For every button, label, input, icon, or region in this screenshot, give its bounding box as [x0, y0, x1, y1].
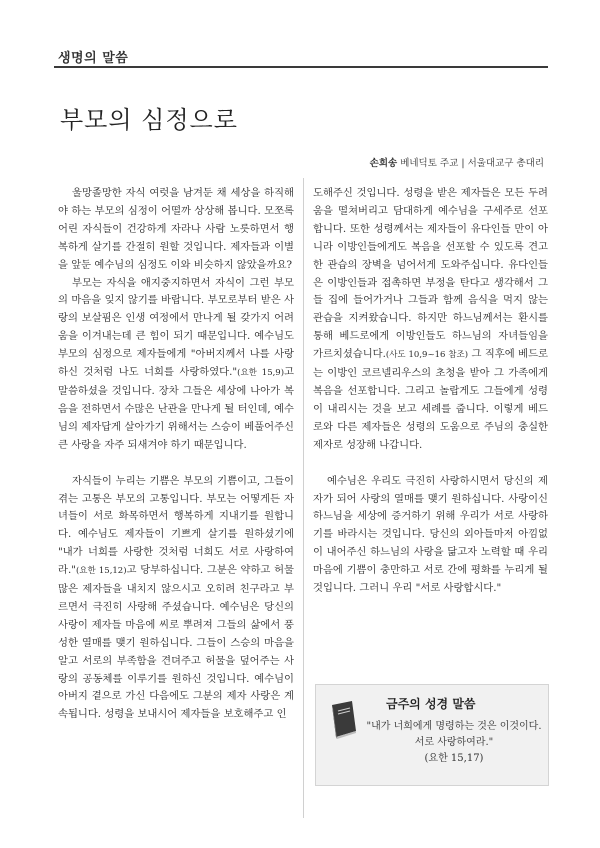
author-role: 베네딕토 주교: [400, 158, 459, 169]
bible-book-icon: [328, 699, 358, 739]
page-title: 부모의 심정으로: [60, 106, 238, 134]
author-name: 손희송: [369, 158, 398, 169]
paragraph: 예수님은 우리도 극진히 사랑하시면서 당신의 제자가 되어 사랑의 열매를 맺기 원하십니다. 사랑이신 하느님을 세상에 증거하기 위해 우리가 서로 사랑하기를 바라시는 것입니다. 당신의 외아들마저 아낌없이 내어주신 하느님의 사랑을 닮고자 노력할 때 우리 마음에 기쁨이 충만하고 서로 간에 평화를 누리게 될 것입니다. 그러니 우리 "서로 사랑합시다.": [313, 474, 548, 595]
bible-reference: (사도 10,9~16 참조): [385, 350, 469, 361]
paragraph: 부모는 자식을 애지중지하면서 자식이 그런 부모의 마음을 잊지 않기를 바랍니다. 부모로부터 받은 사랑의 보살핌은 인생 여정에서 만나게 될 갖가지 어려움을 이겨내는데 큰 힘이 되기 때문입니다. 예수님도 부모의 심정으로 제자들에게 "아버지께서 나를 사랑하신 것처럼 나도 너희를 사랑하였다."(요한 15,9)고 말씀하셨을 것입니다. 장차 그들은 세상에 나아가 복음을 전하면서 수많은 난관을 만나게 될 터인데, 예수님의 제자답게 살아가기 위해서는 스승이 베풀어주신 큰 사랑을 자주 되새겨야 하기 때문입니다.: [58, 276, 294, 451]
verse-reference: (요한 15,17): [424, 753, 484, 764]
bible-reference: (요한 15,9): [237, 368, 285, 379]
article-right-column: [313, 185, 548, 598]
article-left-column: [58, 185, 294, 724]
byline: [370, 155, 544, 169]
byline-separator: |: [461, 158, 465, 169]
paragraph: 도해주신 것입니다. 성령을 받은 제자들은 모든 두려움을 떨쳐버리고 담대하게 예수님을 구세주로 선포합니다. 또한 성령께서는 제자들이 유다인들 만이 아니라 이방인들에게도 복음을 선포할 수 있도록 견고한 관습의 장벽을 넘어서게 도와주십니다. 유다인들은 이방인들과 접촉하면 부정을 탄다고 생각해서 그들 집에 들어가거나 그들과 함께 음식을 먹지 않는 관습을 지켜왔습니다. 하지만 하느님께서는 환시를 통해 베드로에게 이방인들도 하느님의 자녀들임을 가르치셨습니다.(사도 10,9~16 참조) 그 직후에 베드로는 이방인 코르넬리우스의 초청을 받아 그 가족에게 복음을 선포합니다. 그리고 놀랍게도 그들에게 성령이 내리시는 것을 보고 세례를 줍니다. 이렇게 베드로와 다른 제자들은 성령의 도움으로 주님의 충실한 제자로 성장해 나갑니다.: [313, 187, 548, 451]
column-divider: [303, 178, 304, 818]
section-label: 생명의 말씀: [58, 51, 129, 66]
verse-text: [366, 719, 542, 767]
author-position: 서울대교구 총대리: [467, 158, 544, 169]
bible-reference: (요한 15,12): [75, 566, 127, 577]
header-rule: [54, 66, 548, 68]
paragraph: 울망졸망한 자식 여럿을 남겨둔 채 세상을 하직해야 하는 부모의 심정이 어떨까 상상해 봅니다. 모쪼록 어린 자식들이 건강하게 자라나 사람 노릇하면서 행복하게 살기를 간절히 원할 것입니다. 제자들과 이별을 앞둔 예수님의 심정도 이와 비슷하지 않았을까요?: [58, 187, 294, 271]
weekly-verse-box: [315, 684, 549, 786]
verse-quote: "내가 너희에게 명령하는 것은 이것이다. 서로 사랑하여라.": [366, 721, 542, 748]
verse-box-title: 금주의 성경 말씀: [386, 697, 476, 711]
paragraph: 자식들이 누리는 기쁨은 부모의 기쁨이고, 그들이 겪는 고통은 부모의 고통입니다. 부모는 어떻게든 자녀들이 서로 화목하면서 행복하게 지내기를 원합니다. 예수님도 제자들이 기쁘게 살기를 원하셨기에 "내가 너희를 사랑한 것처럼 너희도 서로 사랑하여라."(요한 15,12)고 당부하십니다. 그분은 약하고 허물 많은 제자들을 내치지 않으시고 오히려 친구라고 부르면서 극진히 사랑해 주셨습니다. 예수님은 당신의 사랑이 제자들 마음에 씨로 뿌려져 그들의 삶에서 풍성한 열매를 맺기 원하십니다. 그들이 스승의 마음을 알고 서로의 부족함을 견뎌주고 허물을 덮어주는 사랑의 공동체를 이루기를 원하신 것입니다. 예수님이 아버지 곁으로 가신 다음에도 그분의 제자 사랑은 계속됩니다. 성령을 보내시어 제자들을 보호해주고 인: [58, 474, 294, 721]
